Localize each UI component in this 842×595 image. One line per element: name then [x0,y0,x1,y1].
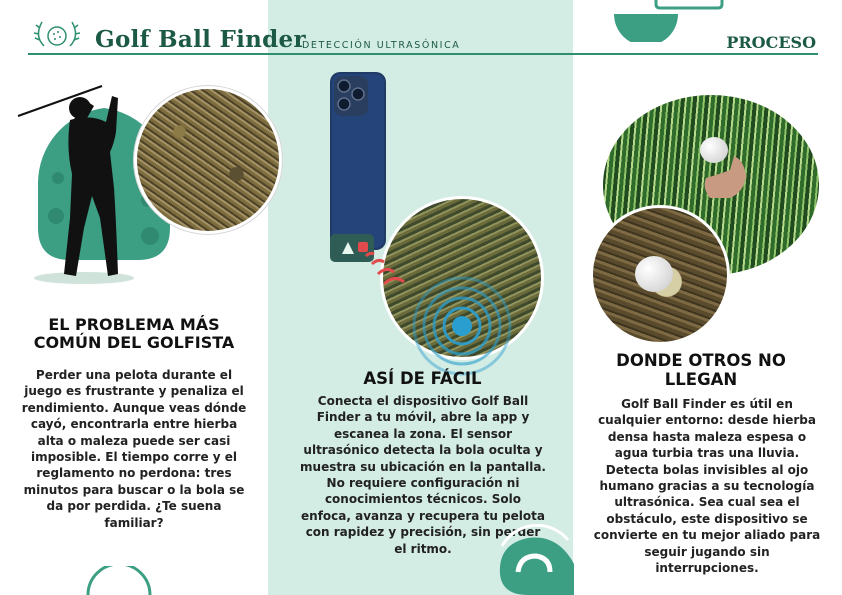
section-label: PROCESO [726,33,816,52]
teal-ring-bottom-shape [84,566,154,595]
hand-icon [700,148,748,200]
text-easy: Conecta el dispositivo Golf Ball Finder a tu móvil, abre la app y escanea la zona. El sensor ultrasónico detecta la bola oculta y muestra su ubicación en la pantalla. No requiere configuración ni conocimientos técnicos. Solo enfoca, avanza y recupera tu pelota con rapidez y precisión, sin perder el ritmo. [300,394,546,556]
signal-waves-icon [396,272,526,382]
golf-ball-in-water [635,256,673,292]
golfer-silhouette-icon [14,78,134,288]
heading-problem: EL PROBLEMA MÁS COMÚN DEL GOLFISTA [33,315,235,353]
text-reach: Golf Ball Finder es útil en cualquier entorno: desde hierba densa hasta maleza espesa o agua turbia tras una lluvia. Detecta bolas invisibles al ojo humano gracias a su tecnología ultrasónica. Sea cual sea el obstáculo, este dispositivo se convierte en tu mejor aliado para seguir jugando sin interrupciones. [593,397,821,576]
golf-logo-icon [28,14,86,54]
teal-ring-shape [652,0,726,12]
teal-swirl-shape [488,524,574,595]
brand-subtitle: DETECCIÓN ULTRASÓNICA [302,40,461,51]
header-divider [28,53,818,55]
heading-reach: DONDE OTROS NO LLEGAN [616,351,786,389]
text-problem: Perder una pelota durante el juego es frustrante y penaliza el rendimiento. Aunque veas dónde cayó, encontrarla entre hierba alta o maleza puede ser casi imposible. El tiempo corre y el reglamento no perdona: tres minutos para buscar o la bola se da por perdida. ¿Te suena familiar? [21,368,247,530]
heading-easy: ASÍ DE FÁCIL [363,369,482,388]
hay-photo [134,86,282,234]
brand-title: Golf Ball Finder [95,26,306,53]
